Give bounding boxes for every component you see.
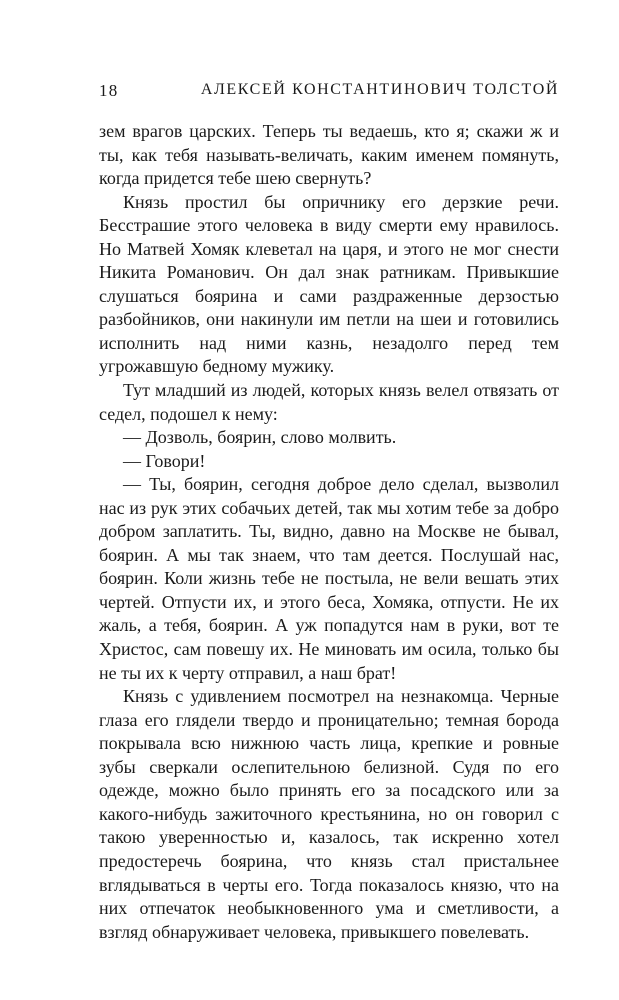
book-page [99,70,559,944]
page-number: 18 [99,81,119,100]
paragraph: Князь с удивлением посмотрел на незнакомца. Черные глаза его глядели твердо и проницательно; темная борода покрывала всю нижнюю часть лица, крепкие и ровные зубы сверкали ослепительною белизной. Судя по его одежде, можно было принять его за посадского или за какого-нибудь зажиточного крестьянина, но он говорил с такою уверенностью и, казалось, так искренно хотел предостеречь боярина, что князь стал пристальнее вглядываться в черты его. Тогда показалось князю, что на них отпечаток необыкновенного ума и сметливости, а взгляд обнаруживает человека, привыкшего повелевать. [99,686,559,942]
dialogue-line: — Ты, боярин, сегодня доброе дело сделал, вызволил нас из рук этих собачьих детей, так мы хотим тебе за добро добром заплатить. Ты, видно, давно на Москве не бывал, боярин. А мы так знаем, что там деется. Послушай нас, боярин. Коли жизнь тебе не постыла, не вели вешать этих чертей. Отпусти их, и этого беса, Хомяка, отпусти. Не их жаль, а тебя, боярин. А уж попадутся нам в руки, вот те Христос, сам повешу их. Не миновать им осила, только бы не ты их к черту отправил, а наш брат! [99,474,559,683]
paragraph: Тут младший из людей, которых князь велел отвязать от седел, подошел к нему: [99,380,559,424]
dialogue-line: — Говори! [123,450,206,471]
running-title: АЛЕКСЕЙ КОНСТАНТИНОВИЧ ТОЛСТОЙ [200,81,559,98]
body-text [99,120,559,944]
paragraph-continued: зем врагов царских. Теперь ты ведаешь, кто я; скажи ж и ты, как тебя называть-величать, каким именем помянуть, когда придется тебе шею свернуть? [99,121,559,189]
dialogue-line: — Дозволь, боярин, слово молвить. [123,427,397,448]
paragraph: Князь простил бы опричнику его дерзкие речи. Бесстрашие этого человека в виду смерти ему нравилось. Но Матвей Хомяк клеветал на царя, и этого не мог снести Никита Романович. Он дал знак ратникам. Привыкшие слушаться боярина и сами раздраженные дерзостью разбойников, они накинули им петли на шеи и готовились исполнить над ними казнь, незадолго перед тем угрожавшую бедному мужику. [99,191,559,377]
running-head [99,70,559,110]
